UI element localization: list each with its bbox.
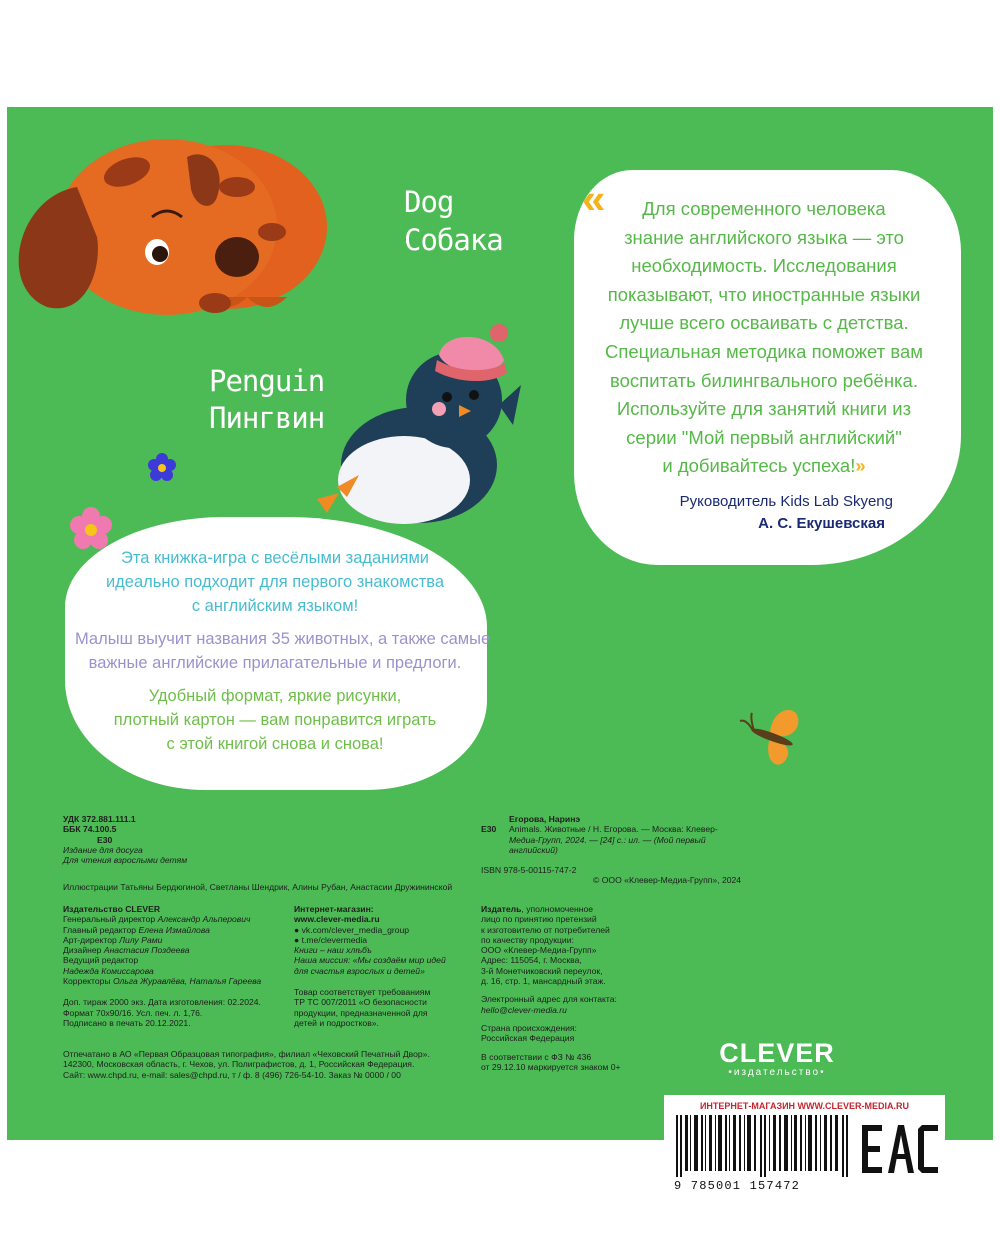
- isbn: ISBN 978-5-00115-747-2: [481, 865, 577, 876]
- copyright: © ООО «Клевер-Медиа-Групп», 2024: [593, 875, 742, 886]
- author-title: Руководитель Kids Lab Skyeng: [679, 493, 893, 510]
- standard-line: ТР ТС 007/2011 «О безопасности: [294, 997, 427, 1008]
- vk-link[interactable]: vk.com/clever_media_group: [301, 924, 410, 935]
- logo-sub-text: •издательство•: [728, 1067, 826, 1078]
- dog-label-en: Dog: [404, 185, 454, 219]
- staff-name: Анастасия Поздеева: [103, 945, 190, 956]
- law-line: В соответствии с ФЗ № 436: [481, 1051, 592, 1062]
- catalog-author: Егорова, Наринэ: [509, 814, 581, 824]
- illustrations-credit: Иллюстрации Татьяны Бердюгиной, Светланы Шендрик, Алины Рубан, Анастасии Дружининской: [63, 882, 453, 892]
- mission-line: Наша миссия: «Мы создаём мир идей: [294, 955, 446, 966]
- quote-line: Используйте для занятий книги из: [616, 398, 912, 420]
- desc-line: идеально подходит для первого знакомства: [105, 573, 445, 591]
- logo-main-text: CLEVER: [719, 1038, 835, 1068]
- desc-line: с этой книгой снова и снова!: [166, 735, 384, 753]
- publisher-contact: Издатель, уполномоченное лицо по принятию претензий к изготовителю от потребителей по качеству продукции: ООО «Клевер-Медиа-Групп» Адрес: 115054, г. Москва, 3-й Монетчиковский переулок, д. 16, стр. 1, мансардный этаж. Электронный адрес для контакта: hello@clever-media.ru Страна происхождения: Российская Федерация В соответствии с ФЗ № 436 от 29.12.10 маркируется знаком 0+: [481, 904, 621, 1072]
- barcode-shop-line: ИНТЕРНЕТ-МАГАЗИН WWW.CLEVER-MEDIA.RU: [699, 1101, 910, 1111]
- printer-line: 142300, Московская область, г. Чехов, ул. Полиграфистов, д. 1, Российская Федерация.: [63, 1059, 415, 1070]
- catalog-line: Медиа-Групп, 2024. — [24] с.: ил. — (Мой первый: [509, 834, 706, 845]
- staff-name: Елена Измайлова: [138, 924, 210, 935]
- publisher-right-line: Адрес: 115054, г. Москва,: [481, 955, 582, 966]
- dog-illustration: [7, 127, 337, 337]
- quote-line: лучше всего осваивать с детства.: [619, 312, 909, 334]
- cover-back: [7, 107, 993, 1193]
- publisher-right-line: по качеству продукции:: [481, 934, 574, 945]
- quote-close-mark: »: [855, 455, 866, 477]
- publisher-right-line: 3-й Монетчиковский переулок,: [481, 965, 603, 976]
- publisher-right-line: ООО «Клевер-Медиа-Групп»: [481, 945, 597, 956]
- barcode-bars: [674, 1115, 854, 1177]
- mission-line: для счастья взрослых и детей»: [294, 965, 425, 976]
- publisher-staff: [63, 904, 261, 1028]
- description-para-3: [75, 684, 475, 756]
- blue-flower-icon: [147, 452, 177, 482]
- butterfly-icon: [732, 695, 812, 775]
- telegram-icon: ●: [294, 934, 300, 945]
- quote-last-text: и добивайтесь успеха!: [662, 455, 856, 477]
- desc-line: Малыш выучит названия 35 животных, а также самые: [75, 630, 491, 648]
- shop-info: [294, 904, 446, 1028]
- print-line: Подписано в печать 20.12.2021.: [63, 1017, 191, 1028]
- law-line: от 29.12.10 маркируется знаком 0+: [481, 1061, 621, 1072]
- pink-flower-icon: [69, 507, 113, 551]
- quote-line: знание английского языка — это: [624, 226, 904, 248]
- staff-name: Надежда Комиссарова: [63, 965, 154, 976]
- author-name: А. С. Екушевская: [758, 515, 885, 532]
- standard-line: детей и подростков».: [294, 1017, 379, 1028]
- telegram-link[interactable]: t.me/clevermedia: [301, 934, 368, 945]
- printer-info: [63, 1049, 430, 1080]
- eac-mark-icon: [860, 1121, 940, 1177]
- staff-name: Лилу Рами: [119, 934, 163, 945]
- bbk: ББК 74.100.5: [63, 824, 117, 835]
- country: Российская Федерация: [481, 1033, 575, 1044]
- leisure-note: Издание для досуга: [63, 844, 143, 855]
- quote-line: серии "Мой первый английский": [626, 426, 902, 448]
- shop-url[interactable]: www.clever-media.ru: [294, 914, 380, 925]
- staff-role: Ведущий редактор: [63, 955, 139, 966]
- catalog-line: английский): [509, 844, 558, 855]
- staff-role: Дизайнер: [63, 945, 102, 956]
- publisher-right-line: к изготовителю от потребителей: [481, 924, 610, 935]
- staff-role: Главный редактор: [63, 924, 137, 935]
- print-line: Формат 70х90/16. Усл. печ. л. 1,76.: [63, 1007, 203, 1018]
- desc-line: Удобный формат, яркие рисунки,: [148, 687, 402, 705]
- standard-line: продукции, предназначенной для: [294, 1007, 428, 1018]
- printer-line: Сайт: www.chpd.ru, e-mail: sales@chpd.ru, т / ф. 8 (496) 726-54-10. Заказ № 0000 / 00: [63, 1069, 401, 1080]
- printer-line: Отпечатано в АО «Первая Образцовая типография», филиал «Чеховский Печатный Двор».: [63, 1049, 430, 1059]
- staff-role: Генеральный директор: [63, 914, 156, 925]
- quote-line: Специальная методика поможет вам: [605, 340, 923, 362]
- udk: УДК 372.881.111.1: [63, 814, 136, 824]
- penguin-label-ru: Пингвин: [209, 401, 325, 435]
- reading-note: Для чтения взрослыми детям: [63, 855, 188, 866]
- barcode-digits: 9 785001 157472: [674, 1179, 801, 1193]
- penguin-label-en: Penguin: [209, 364, 325, 398]
- publisher-right-line: д. 16, стр. 1, мансардный этаж.: [481, 976, 606, 987]
- quote-line-last: [585, 452, 943, 481]
- quote-open-mark: «: [582, 175, 606, 222]
- staff-role: Арт-директор: [63, 934, 117, 945]
- barcode-panel: [664, 1095, 945, 1199]
- publisher-heading: Издательство CLEVER: [63, 904, 161, 914]
- penguin-illustration: [299, 315, 529, 545]
- staff-role: Корректоры: [63, 976, 111, 987]
- desc-line: плотный картон — вам понравится играть: [113, 711, 437, 729]
- desc-line: с английским языком!: [191, 597, 359, 615]
- dog-label-ru: Собака: [404, 223, 503, 257]
- quote-line: необходимость. Исследования: [631, 255, 897, 277]
- catalog-line: Animals. Животные / Н. Егорова. — Москва: Клевер-: [509, 824, 718, 835]
- publisher-right-heading: Издатель: [481, 904, 522, 914]
- quote-line: Для современного человека: [642, 198, 886, 219]
- quote-line: показывают, что иностранные языки: [607, 283, 921, 305]
- classification-block: [63, 814, 187, 865]
- email-link[interactable]: hello@clever-media.ru: [481, 1004, 567, 1015]
- quote-line: воспитать билингвального ребёнка.: [610, 369, 918, 391]
- clever-logo: [712, 1039, 842, 1079]
- standard-line: Товар соответствует требованиям: [294, 987, 431, 998]
- author-code: Е30: [97, 834, 113, 845]
- desc-line: Эта книжка-игра с весёлыми заданиями: [120, 549, 430, 567]
- motto: Книги – наш хлѣбъ: [294, 945, 372, 956]
- description-para-2: [75, 627, 491, 675]
- print-line: Доп. тираж 2000 экз. Дата изготовления: 02.2024.: [63, 997, 261, 1008]
- country-label: Страна происхождения:: [481, 1022, 577, 1033]
- description-para-1: [75, 546, 475, 618]
- shop-heading: Интернет-магазин:: [294, 904, 374, 914]
- email-label: Электронный адрес для контакта:: [481, 994, 617, 1005]
- staff-name: Александр Альперович: [157, 914, 251, 925]
- vk-icon: ●: [294, 924, 300, 935]
- publisher-right-line: лицо по принятию претензий: [481, 914, 597, 925]
- desc-line: важные английские прилагательные и предлоги.: [88, 654, 462, 672]
- catalog-code: Е30: [481, 824, 497, 835]
- catalog-entry: [481, 814, 741, 886]
- staff-name: Ольга Журавлёва, Наталья Гареева: [112, 976, 262, 987]
- quote-text: [585, 195, 943, 481]
